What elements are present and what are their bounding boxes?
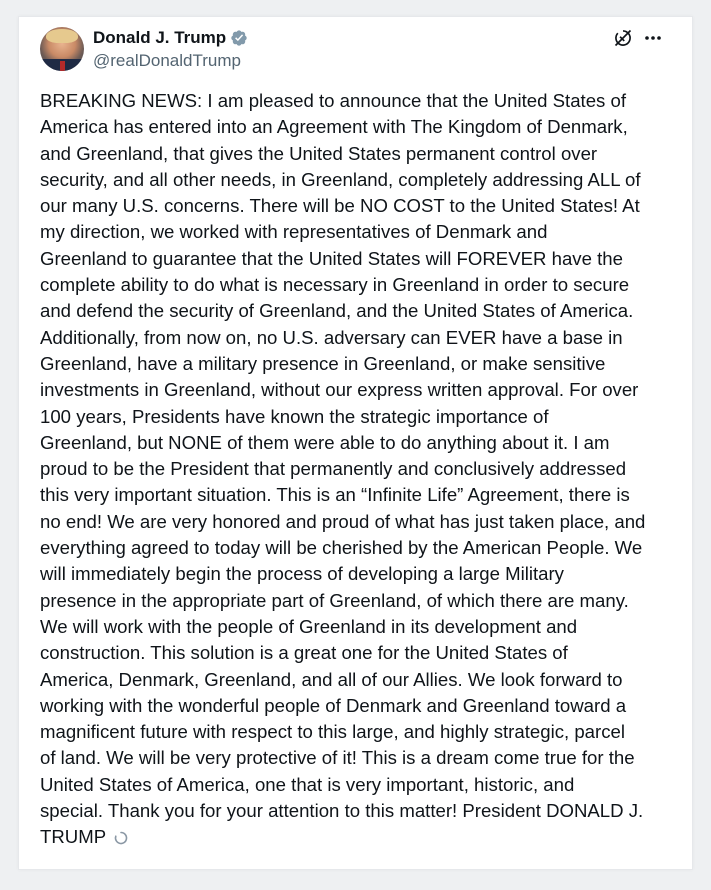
author-name[interactable]: Donald J. Trump: [93, 28, 227, 47]
author-handle[interactable]: @realDonaldTrump: [93, 51, 241, 70]
post-text: BREAKING NEWS: I am pleased to announce that the United States of America has entered into an Agreement with The Kingdom of Denmark, and Greenland, that gives the United States permanent control over security, and all other needs, in Greenland, completely addressing ALL of our many U.S. concerns. There will be NO COST to the United States! At my direction, we worked with representatives of Denmark and Greenland to guarantee that the United States will FOREVER have the complete ability to do what is necessary in Greenland in order to secure and defend the security of Greenland, and the United States of America. Additionally, from now on, no U.S. adversary can EVER have a base in Greenland, have a military presence in Greenland, or make sensitive investments in Greenland, without our express written approval. For over 100 years, Presidents have known the strategic importance of Greenland, but NONE of them were able to do anything about it. I am proud to be the President that permanently and conclusively addressed this very important situation. This is an “Infinite Life” Agreement, there is no end! We are very honored and proud of what has just taken place, and everything agreed to today will be cherished by the American People. We will immediately begin the process of developing a large Military presence in the appropriate part of Greenland, of which there are many. We will work with the people of Greenland in its development and construction. This solution is a great one for the United States of America, Denmark, Greenland, and all of our Allies. We look forward to working with the wonderful people of Denmark and Greenland toward a magnificent future with respect to this large, and highly strategic, parcel of land. We will be very protective of it! This is a dream come true for the United States of America, one that is very important, historic, and special. Thank you for your attention to this matter! President DONALD J. TRUMP: [40, 90, 646, 848]
more-options-icon[interactable]: [643, 30, 663, 46]
post-card[interactable]: [18, 16, 693, 870]
verified-badge-icon: [230, 29, 248, 47]
author-name-row: [93, 28, 248, 48]
avatar-hair: [46, 29, 78, 43]
avatar-tie: [60, 61, 65, 71]
post-body: [40, 88, 672, 851]
loading-spinner-icon: [114, 831, 128, 845]
author-avatar[interactable]: [40, 27, 84, 71]
grok-icon[interactable]: [613, 28, 633, 48]
